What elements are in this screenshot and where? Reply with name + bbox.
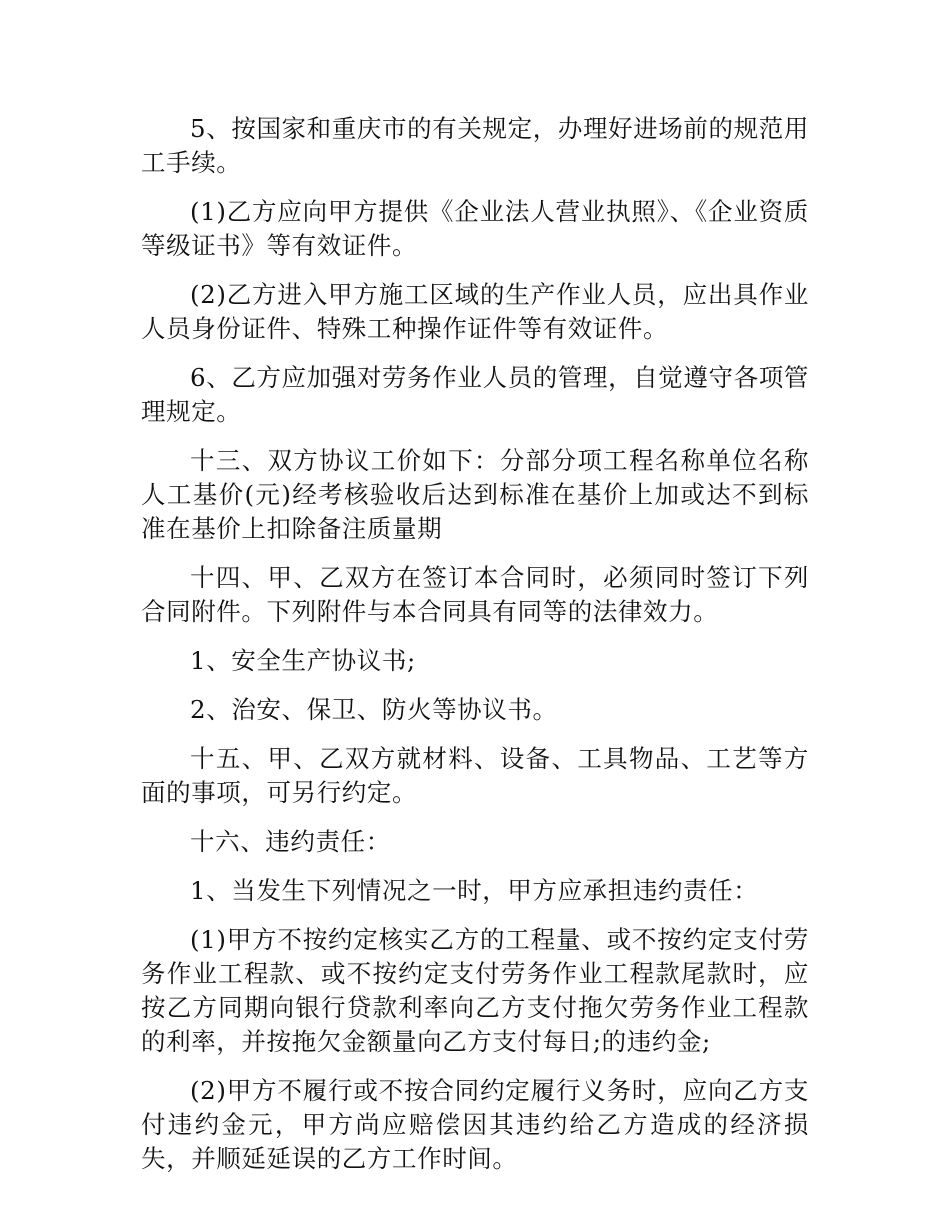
paragraph-breach-subitem-2: (2)甲方不履行或不按合同约定履行义务时，应向乙方支付违约金元，甲方尚应赔偿因其违约给乙方造成的经济损失，并顺延延误的乙方工作时间。	[141, 1076, 809, 1173]
paragraph-item-6: 6、乙方应加强对劳务作业人员的管理，自觉遵守各项管理规定。	[141, 363, 809, 426]
document-body	[141, 112, 809, 1191]
paragraph-subitem-2: (2)乙方进入甲方施工区域的生产作业人员，应出具作业人员身份证件、特殊工种操作证件等有效证件。	[141, 280, 809, 343]
paragraph-item-5: 5、按国家和重庆市的有关规定，办理好进场前的规范用工手续。	[141, 114, 809, 177]
paragraph-clause-15: 十五、甲、乙双方就材料、设备、工具物品、工艺等方面的事项，可另行约定。	[141, 744, 809, 807]
paragraph-attachment-2: 2、治安、保卫、防火等协议书。	[190, 695, 558, 724]
paragraph-clause-14: 十四、甲、乙双方在签订本合同时，必须同时签订下列合同附件。下列附件与本合同具有同等的法律效力。	[141, 563, 809, 626]
paragraph-attachment-1: 1、安全生产协议书;	[190, 646, 416, 675]
paragraph-clause-16: 十六、违约责任：	[190, 827, 391, 856]
paragraph-clause-13: 十三、双方协议工价如下：分部分项工程名称单位名称人工基价(元)经考核验收后达到标准在基价上加或达不到标准在基价上扣除备注质量期	[141, 446, 809, 543]
paragraph-subitem-1: (1)乙方应向甲方提供《企业法人营业执照》、《企业资质等级证书》等有效证件。	[141, 197, 809, 260]
paragraph-breach-subitem-1: (1)甲方不按约定核实乙方的工程量、或不按约定支付劳务作业工程款、或不按约定支付劳务作业工程款尾款时，应按乙方同期向银行贷款利率向乙方支付拖欠劳务作业工程款的利率，并按拖欠金额量向乙方支付每日;的违约金;	[141, 925, 809, 1056]
paragraph-breach-item-1: 1、当发生下列情况之一时，甲方应承担违约责任：	[190, 876, 759, 905]
